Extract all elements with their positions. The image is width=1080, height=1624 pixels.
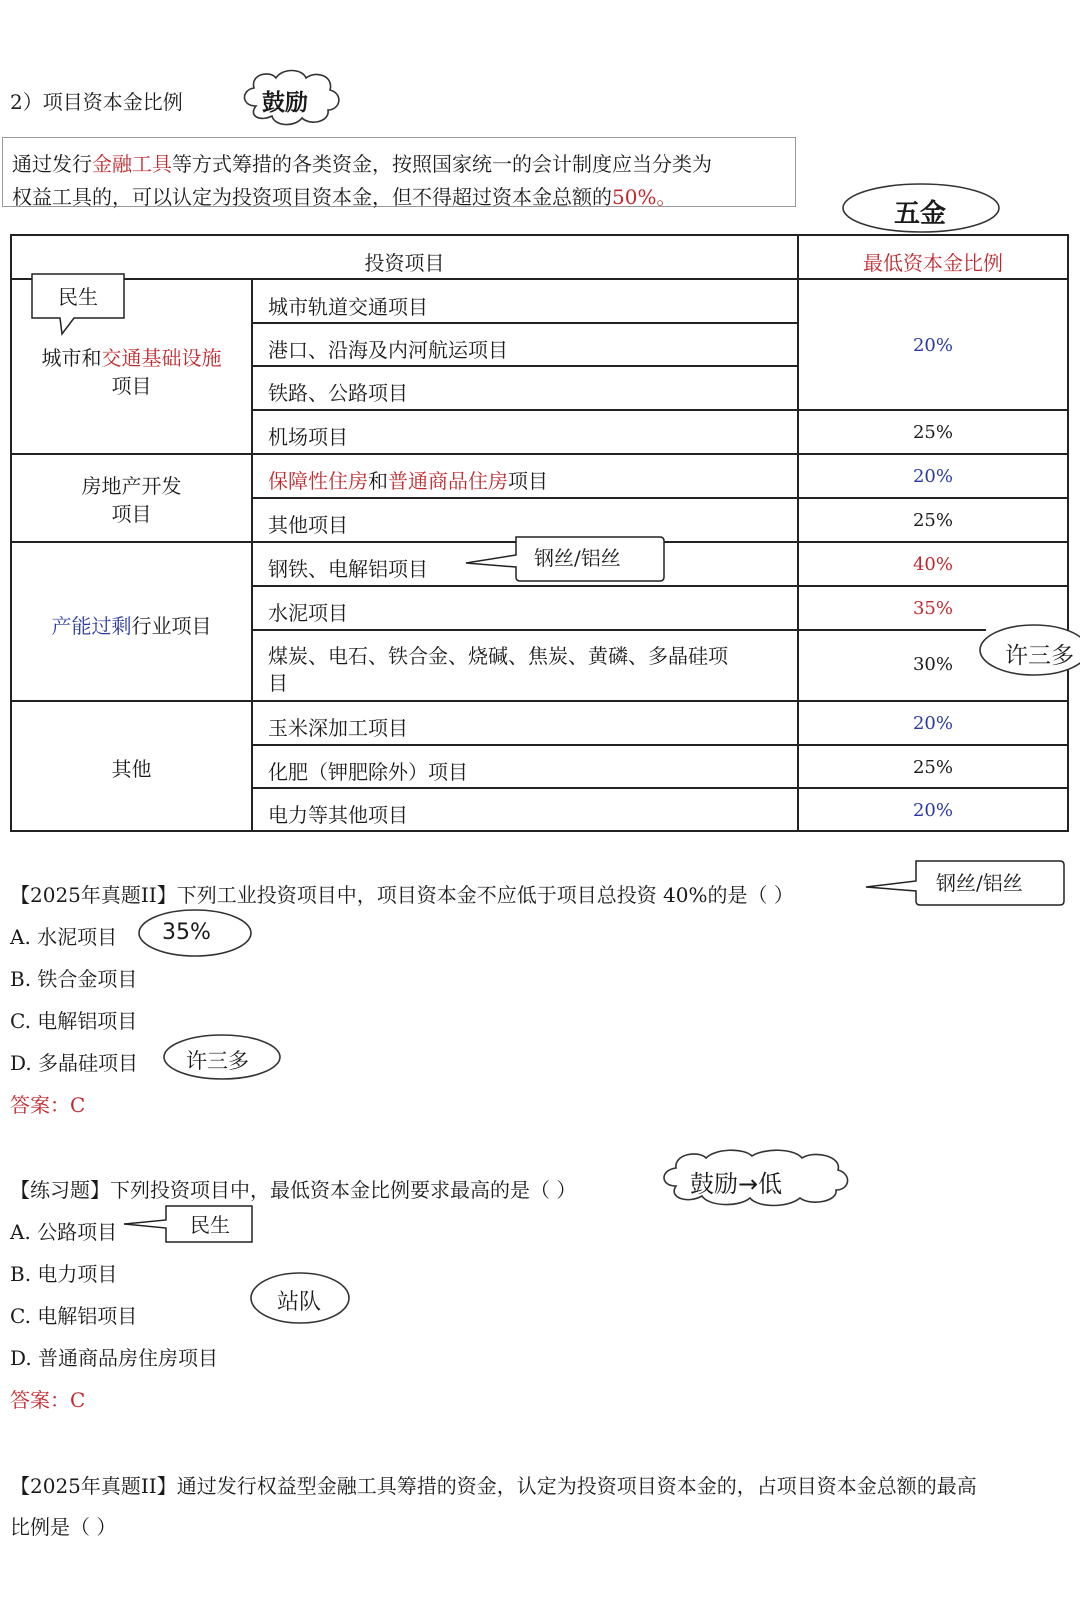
q2-stem: 【练习题】下列投资项目中，最低资本金比例要求最高的是（ ）: [10, 1178, 577, 1202]
intro-box: [2, 137, 796, 207]
q1-option-a: A. 水泥项目: [10, 925, 118, 949]
row-power: 电力等其他项目: [268, 803, 408, 827]
q1-option-c: C. 电解铝项目: [10, 1009, 138, 1033]
note-minsheng: 民生: [58, 285, 98, 309]
row-steel: 钢铁、电解铝项目: [268, 557, 428, 581]
note-gangsi-1: 钢丝/铝丝: [534, 546, 621, 570]
row-fertilizer: 化肥（钾肥除外）项目: [268, 760, 468, 784]
note-guli: 鼓励: [262, 90, 308, 116]
ratio-other-realestate: 25%: [912, 510, 953, 531]
intro-line-2: 权益工具的，可以认定为投资项目资本金，但不得超过资本金总额的50%。: [12, 185, 677, 209]
q2-answer: 答案：C: [10, 1388, 86, 1412]
ratio-power: 20%: [912, 800, 953, 821]
note-wujin: 五金: [894, 199, 947, 229]
group-transport-label: 城市和交通基础设施: [41, 346, 222, 370]
q1-stem: 【2025年真题II】下列工业投资项目中，项目资本金不应低于项目总投资 40%的是（ ）: [10, 883, 794, 907]
header-project: 投资项目: [364, 251, 445, 275]
q3-stem-line-2: 比例是（ ）: [10, 1515, 117, 1539]
note-35pct: 35%: [162, 920, 211, 945]
q1-answer: 答案：C: [10, 1093, 86, 1117]
row-cement: 水泥项目: [268, 601, 348, 625]
ratio-steel: 40%: [912, 554, 953, 575]
note-guli-low: 鼓励→低: [690, 1170, 783, 1198]
ratio-coal: 30%: [912, 654, 953, 675]
group-other-label: 其他: [111, 757, 152, 781]
q1-option-d: D. 多晶硅项目: [10, 1051, 139, 1075]
ratio-corn: 20%: [912, 713, 953, 734]
row-housing: 保障性住房和普通商品住房项目: [268, 469, 548, 493]
q2-option-b: B. 电力项目: [10, 1262, 118, 1286]
q2-option-c: C. 电解铝项目: [10, 1304, 138, 1328]
q2-option-d: D. 普通商品房住房项目: [10, 1346, 219, 1370]
intro-line-1: 通过发行金融工具等方式筹措的各类资金，按照国家统一的会计制度应当分类为: [12, 152, 712, 176]
group-overcapacity-label: 产能过剩行业项目: [51, 614, 212, 638]
row-other-realestate: 其他项目: [268, 513, 348, 537]
ratio-airport: 25%: [912, 422, 953, 443]
section-heading: 2）项目资本金比例: [10, 90, 183, 114]
ratio-cement: 35%: [912, 598, 953, 619]
q1-option-b: B. 铁合金项目: [10, 967, 138, 991]
note-minsheng-2: 民生: [190, 1213, 230, 1237]
note-zhandui: 站队: [277, 1290, 322, 1315]
row-corn: 玉米深加工项目: [268, 716, 408, 740]
row-airport: 机场项目: [268, 425, 348, 449]
q3-stem-line-1: 【2025年真题II】通过发行权益型金融工具筹措的资金，认定为投资项目资本金的，占项目资本金总额的最高: [10, 1474, 977, 1498]
ratio-transport: 20%: [912, 335, 953, 356]
group-transport-label-2: 项目: [111, 374, 152, 398]
callout-minsheng-2: [120, 1202, 256, 1246]
group-realestate-label-2: 项目: [111, 502, 152, 526]
q2-option-a: A. 公路项目: [10, 1220, 118, 1244]
note-gangsi-2: 钢丝/铝丝: [936, 871, 1023, 895]
row-coal: 煤炭、电石、铁合金、烧碱、焦炭、黄磷、多晶硅项: [268, 644, 728, 668]
row-port: 港口、沿海及内河航运项目: [268, 338, 508, 362]
header-ratio: 最低资本金比例: [863, 251, 1003, 275]
row-metro: 城市轨道交通项目: [268, 295, 428, 319]
note-xusanduo-1: 许三多: [1005, 643, 1074, 669]
note-xusanduo-2: 许三多: [186, 1049, 249, 1073]
group-realestate-label: 房地产开发: [81, 474, 182, 498]
ratio-housing: 20%: [912, 466, 953, 487]
row-rail: 铁路、公路项目: [268, 381, 408, 405]
ratio-fertilizer: 25%: [912, 757, 953, 778]
row-coal-2: 目: [268, 671, 288, 695]
